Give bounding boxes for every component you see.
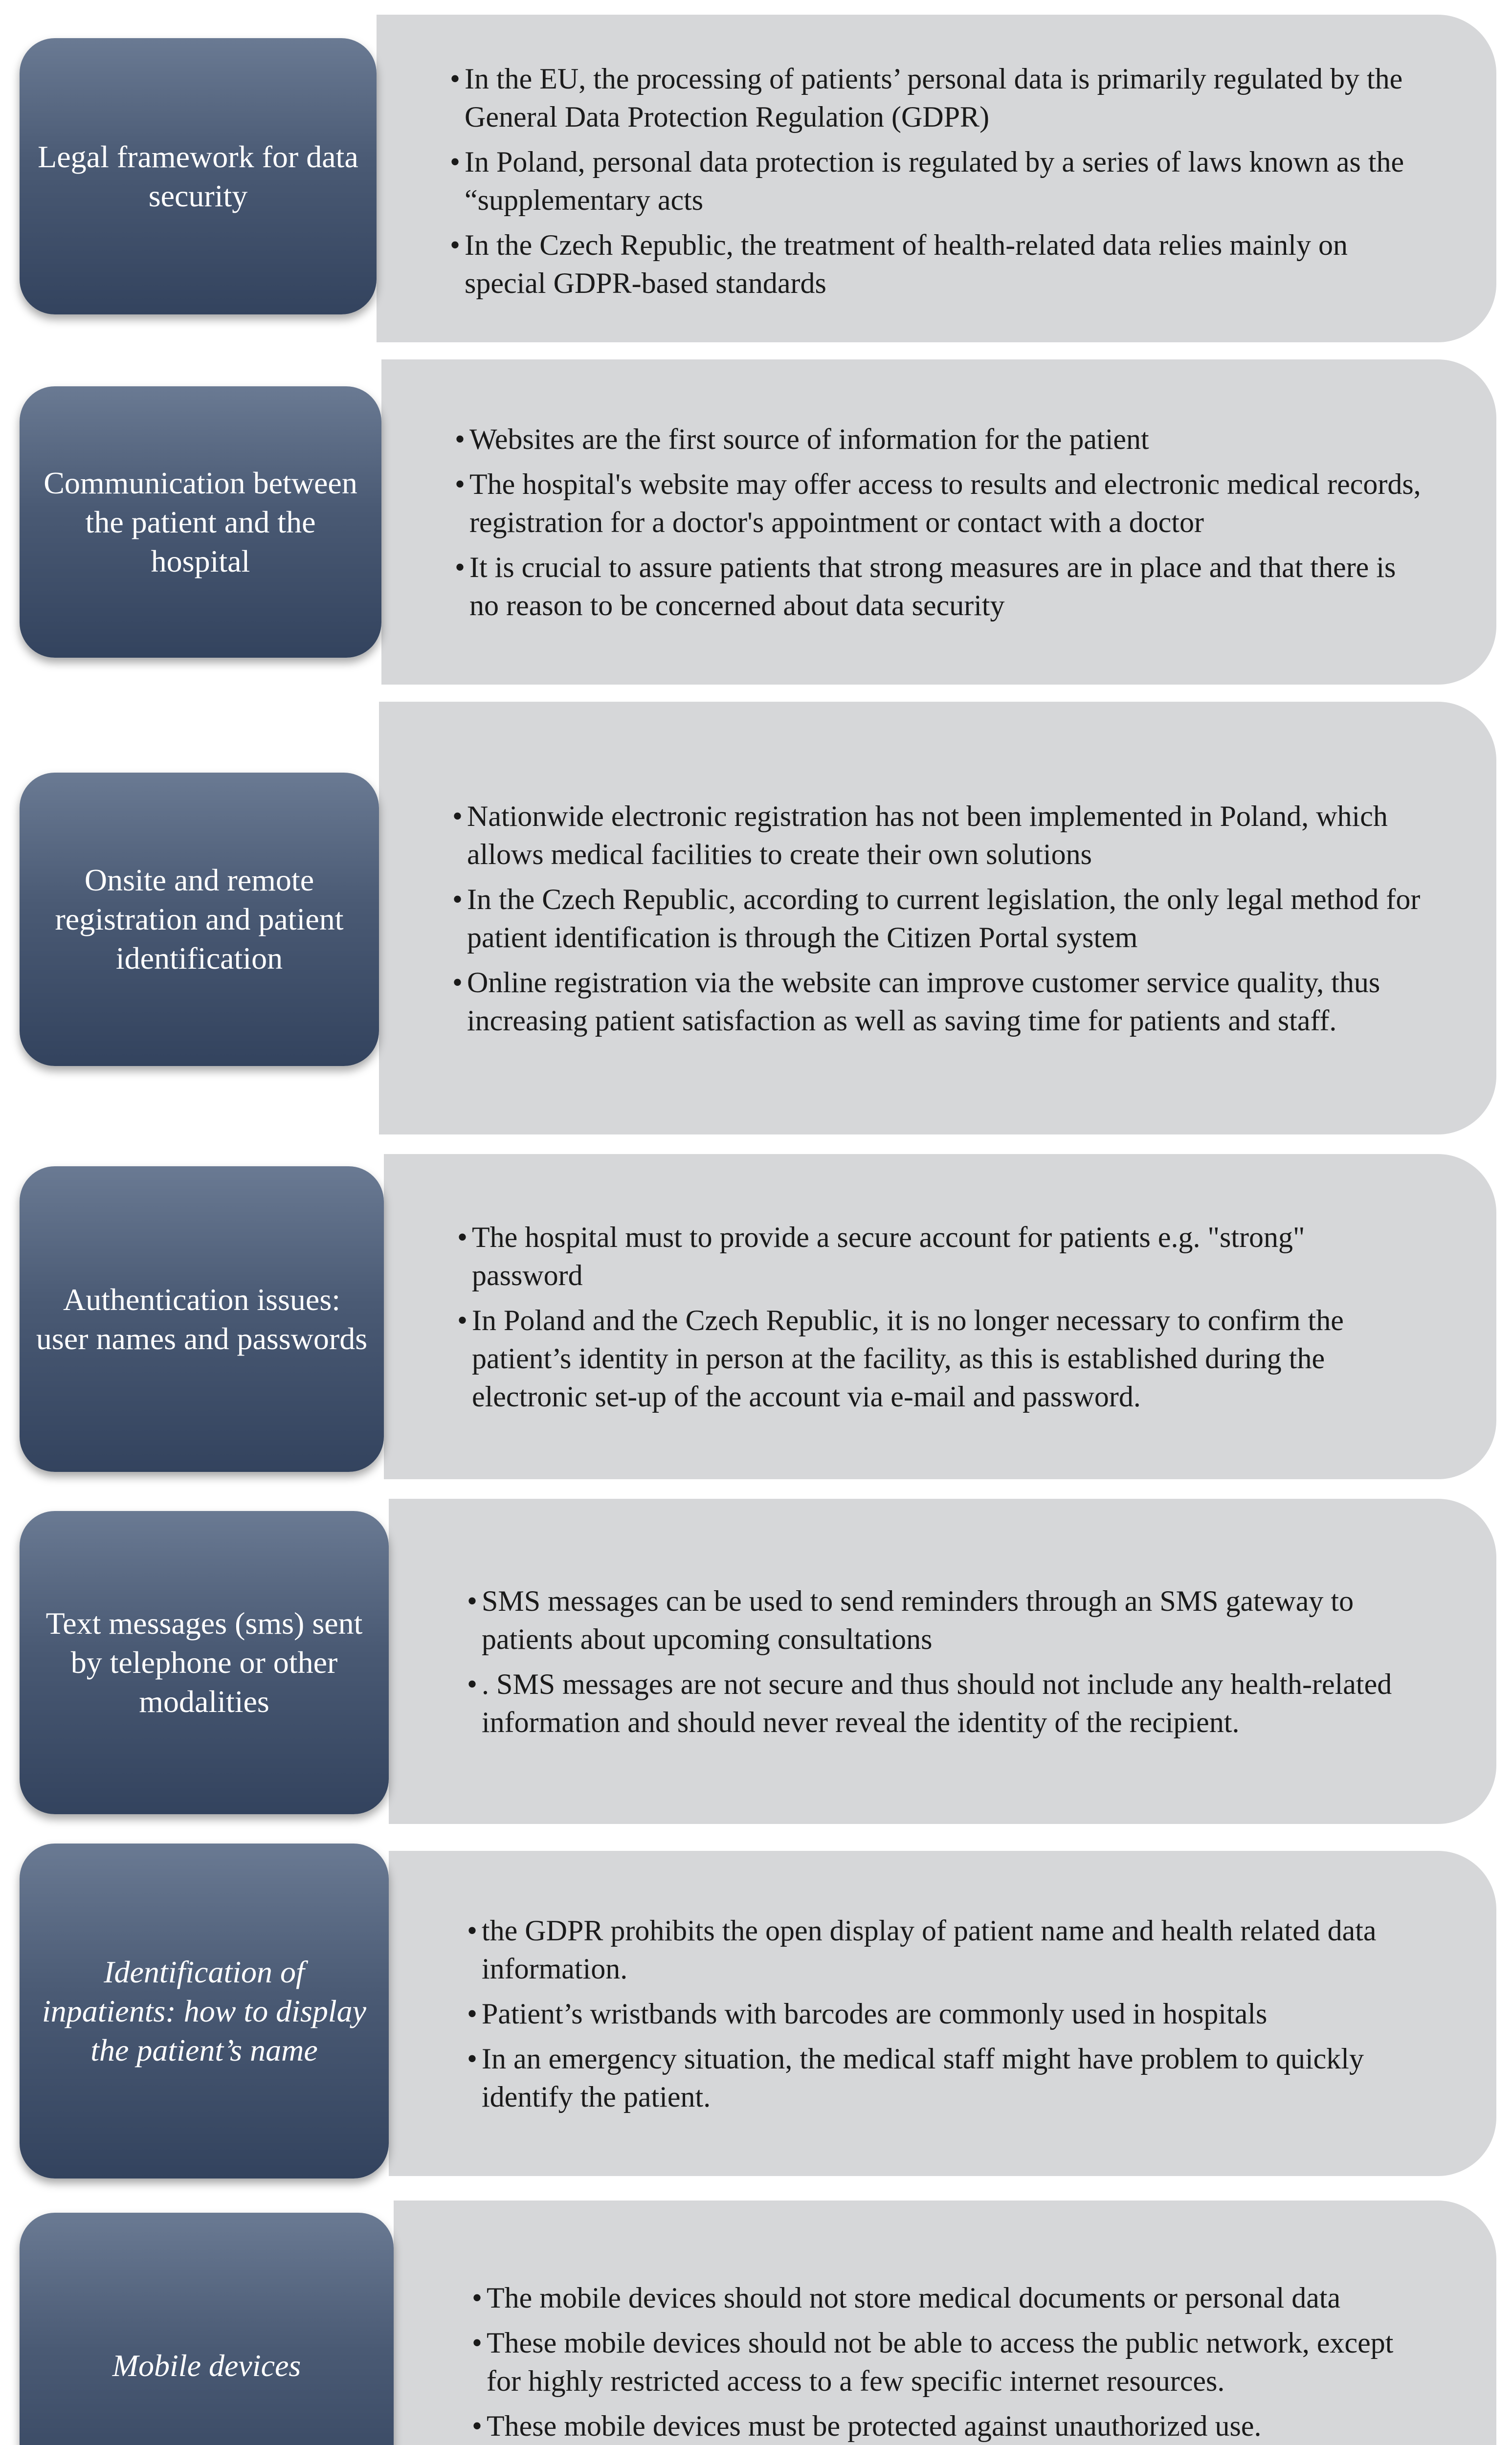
category-label: Identification of inpatients: how to display the patient’s name [42,1954,367,2067]
bullet-item: • SMS messages can be used to send reminders through an SMS gateway to patients about upcoming consultations [467,1582,1418,1658]
bullet-list [467,1582,1418,1741]
category-label: Authentication issues: user names and passwords [36,1282,368,1356]
bullet-item: • the GDPR prohibits the open display of patient name and health related data information. [467,1912,1418,1988]
category-label: Text messages (sms) sent by telephone or other modalities [45,1606,363,1719]
bullet-list [450,60,1423,302]
bullet-item: • In the Czech Republic, according to current legislation, the only legal method for patient identification is through the Citizen Portal system [452,880,1423,956]
category-label: Legal framework for data security [38,139,358,213]
bullet-list [455,420,1423,624]
bullet-item: • Patient’s wristbands with barcodes are commonly used in hospitals [467,1995,1418,2033]
bullet-item: • The hospital's website may offer access to results and electronic medical records, registration for a doctor's appointment or contact with a doctor [455,465,1423,541]
bullet-list [452,797,1423,1040]
content-panel [379,702,1496,1134]
category-label-box [20,1511,389,1814]
bullet-item: • In Poland and the Czech Republic, it is no longer necessary to confirm the patient’s identity in person at the facility, as this is established during the electronic set-up of the account via e-mail and password. [457,1301,1423,1416]
category-label-box [20,773,379,1066]
category-label: Mobile devices [112,2348,301,2383]
content-panel [384,1154,1496,1479]
bullet-item: • In Poland, personal data protection is regulated by a series of laws known as the “supplementary acts [450,143,1423,219]
bullet-item: • In the EU, the processing of patients’ personal data is primarily regulated by the General Data Protection Regulation (GDPR) [450,60,1423,136]
category-label-box [20,1166,384,1472]
bullet-item: • Nationwide electronic registration has not been implemented in Poland, which allows medical facilities to create their own solutions [452,797,1423,873]
bullet-item: • In the Czech Republic, the treatment of health-related data relies mainly on special GDPR-based standards [450,226,1423,302]
content-panel [389,1499,1496,1824]
bullet-list [457,1218,1423,1416]
content-panel [389,1851,1496,2176]
category-label-box [20,1844,389,2178]
category-label: Onsite and remote registration and patient identification [55,863,344,976]
bullet-item: • The hospital must to provide a secure account for patients e.g. "strong" password [457,1218,1423,1294]
category-label-box [20,38,377,314]
content-panel [394,2200,1496,2445]
category-label-box [20,386,381,658]
bullet-item: • The mobile devices should not store medical documents or personal data [472,2279,1418,2317]
bullet-list [467,1912,1418,2116]
content-panel [377,15,1496,342]
content-panel [381,359,1496,685]
bullet-item: • Websites are the first source of information for the patient [455,420,1423,458]
bullet-item: • In an emergency situation, the medical staff might have problem to quickly identify the patient. [467,2040,1418,2116]
bullet-item: • Online registration via the website can improve customer service quality, thus increasing patient satisfaction as well as saving time for patients and staff. [452,963,1423,1040]
bullet-list [472,2279,1418,2445]
category-label: Communication between the patient and the hospital [44,465,357,578]
bullet-item: • . SMS messages are not secure and thus should not include any health-related information and should never reveal the identity of the recipient. [467,1665,1418,1741]
bullet-item: • These mobile devices must be protected against unauthorized use. [472,2407,1418,2445]
category-label-box [20,2213,394,2445]
bullet-item: • These mobile devices should not be able to access the public network, except for highly restricted access to a few specific internet resources. [472,2324,1418,2400]
bullet-item: • It is crucial to assure patients that strong measures are in place and that there is no reason to be concerned about data security [455,548,1423,624]
